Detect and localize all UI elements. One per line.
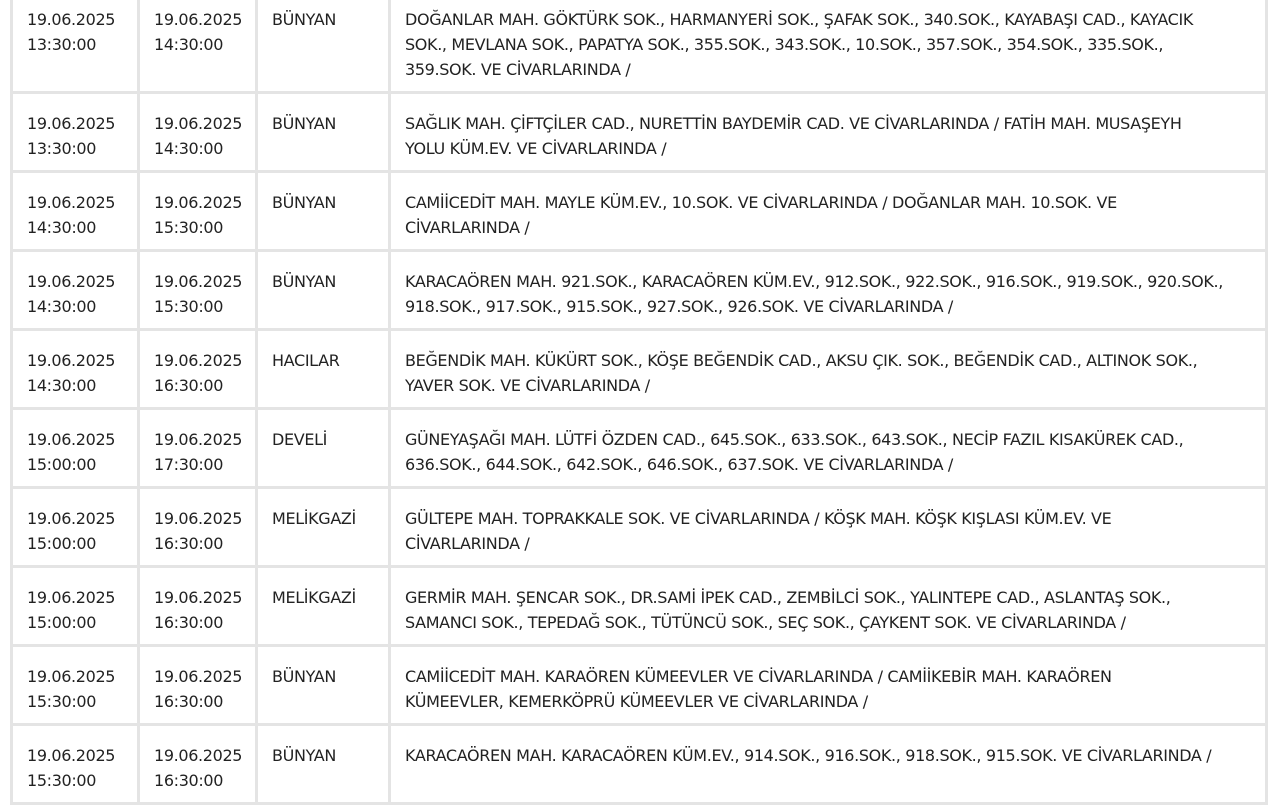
start-time: 13:30:00 [27,35,97,54]
start-date: 19.06.2025 [27,588,116,607]
end-cell [140,94,258,173]
address-line: KARACAÖREN MAH. 921.SOK., KARACAÖREN KÜM.EV., 912.SOK., 922.SOK., 916.SOK., 919.SOK., 920.SOK., [405,272,1224,291]
district-cell [258,94,391,173]
address-cell [391,568,1268,647]
district-cell [258,173,391,252]
address-line: 359.SOK. VE CİVARLARINDA / [405,60,631,79]
end-time: 17:30:00 [154,455,224,474]
table-row [10,726,1268,805]
address-line: KARACAÖREN MAH. KARACAÖREN KÜM.EV., 914.SOK., 916.SOK., 918.SOK., 915.SOK. VE CİVARLARINDA / [405,746,1212,765]
address-cell [391,94,1268,173]
table-row [10,410,1268,489]
district-cell [258,647,391,726]
end-date: 19.06.2025 [154,351,243,370]
start-time: 15:30:00 [27,692,97,711]
table-row [10,173,1268,252]
district-cell [258,726,391,805]
address-cell [391,252,1268,331]
address-line: YOLU KÜM.EV. VE CİVARLARINDA / [405,139,667,158]
end-cell [140,568,258,647]
start-time: 14:30:00 [27,297,97,316]
start-time: 13:30:00 [27,139,97,158]
start-time: 14:30:00 [27,218,97,237]
table-row [10,647,1268,726]
start-time: 15:00:00 [27,455,97,474]
district-cell [258,331,391,410]
start-cell [10,568,140,647]
address-cell [391,173,1268,252]
start-date: 19.06.2025 [27,430,116,449]
start-cell [10,173,140,252]
table-row [10,568,1268,647]
end-date: 19.06.2025 [154,114,243,133]
end-date: 19.06.2025 [154,10,243,29]
district-name: HACILAR [272,351,340,370]
end-date: 19.06.2025 [154,746,243,765]
address-line: SAĞLIK MAH. ÇİFTÇİLER CAD., NURETTİN BAYDEMİR CAD. VE CİVARLARINDA / FATİH MAH. MUSAŞEYH [405,114,1182,133]
end-date: 19.06.2025 [154,509,243,528]
start-time: 14:30:00 [27,376,97,395]
district-cell [258,0,391,94]
end-cell [140,647,258,726]
district-name: BÜNYAN [272,746,337,765]
end-time: 15:30:00 [154,218,224,237]
end-time: 16:30:00 [154,376,224,395]
start-date: 19.06.2025 [27,509,116,528]
end-date: 19.06.2025 [154,667,243,686]
start-date: 19.06.2025 [27,114,116,133]
address-line: SAMANCI SOK., TEPEDAĞ SOK., TÜTÜNCÜ SOK., SEÇ SOK., ÇAYKENT SOK. VE CİVARLARINDA / [405,613,1126,632]
end-date: 19.06.2025 [154,588,243,607]
end-time: 16:30:00 [154,534,224,553]
start-cell [10,252,140,331]
address-cell [391,489,1268,568]
address-line: CİVARLARINDA / [405,218,530,237]
address-line: BEĞENDİK MAH. KÜKÜRT SOK., KÖŞE BEĞENDİK CAD., AKSU ÇIK. SOK., BEĞENDİK CAD., ALTINOK SOK., [405,351,1198,370]
start-cell [10,0,140,94]
start-time: 15:30:00 [27,771,97,790]
start-date: 19.06.2025 [27,10,116,29]
start-cell [10,331,140,410]
address-line: YAVER SOK. VE CİVARLARINDA / [405,376,650,395]
start-date: 19.06.2025 [27,351,116,370]
table-row [10,331,1268,410]
address-line: KÜMEEVLER, KEMERKÖPRÜ KÜMEEVLER VE CİVARLARINDA / [405,692,868,711]
end-time: 15:30:00 [154,297,224,316]
end-time: 14:30:00 [154,35,224,54]
district-cell [258,410,391,489]
start-time: 15:00:00 [27,613,97,632]
end-time: 16:30:00 [154,771,224,790]
district-name: BÜNYAN [272,667,337,686]
end-time: 14:30:00 [154,139,224,158]
district-cell [258,252,391,331]
address-cell [391,726,1268,805]
end-cell [140,331,258,410]
address-line: CİVARLARINDA / [405,534,530,553]
district-name: BÜNYAN [272,272,337,291]
table-row [10,94,1268,173]
end-date: 19.06.2025 [154,272,243,291]
end-cell [140,173,258,252]
district-name: DEVELİ [272,430,328,449]
address-line: CAMİİCEDİT MAH. KARAÖREN KÜMEEVLER VE CİVARLARINDA / CAMİİKEBİR MAH. KARAÖREN [405,667,1112,686]
address-line: DOĞANLAR MAH. GÖKTÜRK SOK., HARMANYERİ SOK., ŞAFAK SOK., 340.SOK., KAYABAŞI CAD., KAYACIK [405,10,1193,29]
address-line: CAMİİCEDİT MAH. MAYLE KÜM.EV., 10.SOK. VE CİVARLARINDA / DOĞANLAR MAH. 10.SOK. VE [405,193,1117,212]
district-name: MELİKGAZİ [272,509,356,528]
address-cell [391,0,1268,94]
end-cell [140,726,258,805]
address-line: SOK., MEVLANA SOK., PAPATYA SOK., 355.SOK., 343.SOK., 10.SOK., 357.SOK., 354.SOK., 335.SOK., [405,35,1164,54]
start-date: 19.06.2025 [27,272,116,291]
end-cell [140,489,258,568]
address-cell [391,410,1268,489]
address-line: GERMİR MAH. ŞENCAR SOK., DR.SAMİ İPEK CAD., ZEMBİLCİ SOK., YALINTEPE CAD., ASLANTAŞ SOK., [405,588,1171,607]
end-cell [140,0,258,94]
address-cell [391,331,1268,410]
outage-schedule-table [10,0,1268,805]
table-body [10,0,1268,805]
table-row [10,0,1268,94]
start-cell [10,410,140,489]
start-cell [10,94,140,173]
district-cell [258,489,391,568]
start-time: 15:00:00 [27,534,97,553]
district-name: BÜNYAN [272,10,337,29]
end-cell [140,410,258,489]
district-name: BÜNYAN [272,114,337,133]
end-date: 19.06.2025 [154,193,243,212]
start-date: 19.06.2025 [27,746,116,765]
start-cell [10,647,140,726]
start-date: 19.06.2025 [27,193,116,212]
table-row [10,252,1268,331]
start-cell [10,489,140,568]
address-line: 918.SOK., 917.SOK., 915.SOK., 927.SOK., 926.SOK. VE CİVARLARINDA / [405,297,953,316]
start-date: 19.06.2025 [27,667,116,686]
end-time: 16:30:00 [154,692,224,711]
end-time: 16:30:00 [154,613,224,632]
table-row [10,489,1268,568]
address-line: GÜLTEPE MAH. TOPRAKKALE SOK. VE CİVARLARINDA / KÖŞK MAH. KÖŞK KIŞLASI KÜM.EV. VE [405,509,1112,528]
district-name: MELİKGAZİ [272,588,356,607]
district-name: BÜNYAN [272,193,337,212]
end-date: 19.06.2025 [154,430,243,449]
district-cell [258,568,391,647]
address-line: 636.SOK., 644.SOK., 642.SOK., 646.SOK., 637.SOK. VE CİVARLARINDA / [405,455,953,474]
end-cell [140,252,258,331]
address-cell [391,647,1268,726]
start-cell [10,726,140,805]
address-line: GÜNEYAŞAĞI MAH. LÜTFİ ÖZDEN CAD., 645.SOK., 633.SOK., 643.SOK., NECİP FAZIL KISAKÜREK CAD., [405,430,1184,449]
